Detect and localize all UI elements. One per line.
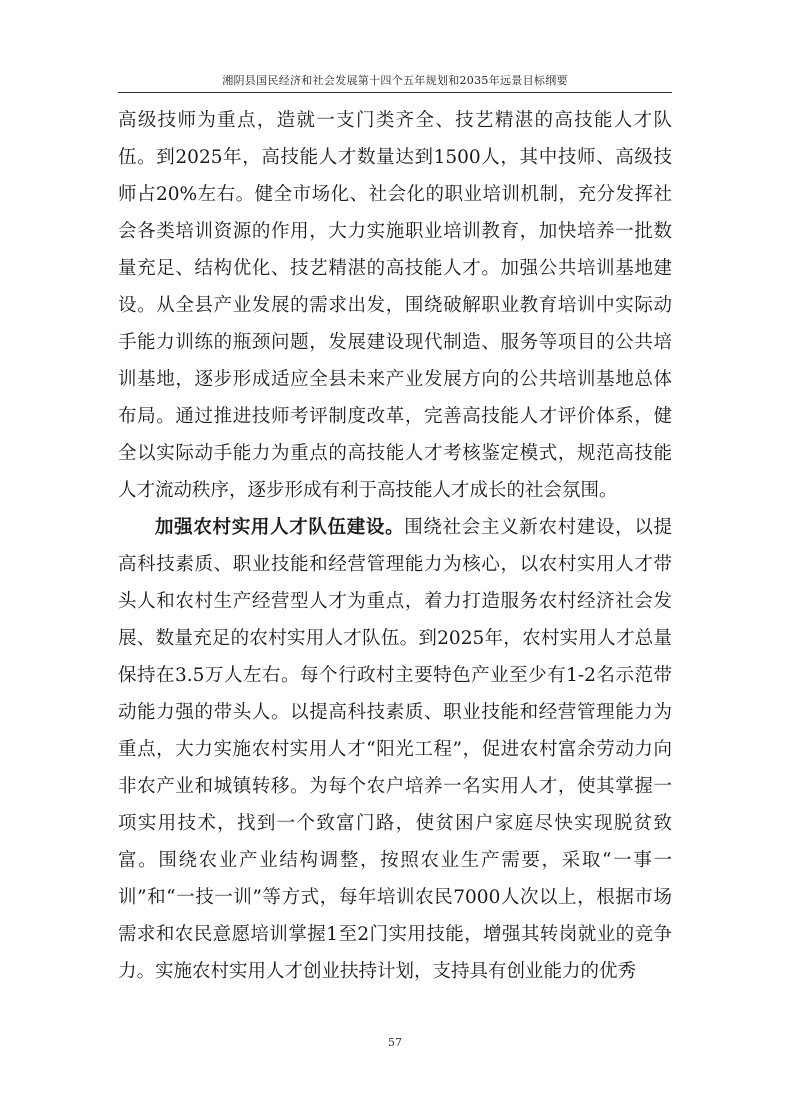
running-header: 湘阴县国民经济和社会发展第十四个五年规划和2035年远景目标纲要 (118, 72, 672, 93)
paragraph-heading: 加强农村实用人才队伍建设。 (155, 517, 405, 538)
paragraph-text: 高级技师为重点，造就一支门类齐全、技艺精湛的高技能人才队伍。到2025年，高技能人才数量达到1500人，其中技师、高级技师占20%左右。健全市场化、社会化的职业培训机制，充分发挥社会各类培训资源的作用，大力实施职业培训教育，加快培养一批数量充足、结构优化、技艺精湛的高技能人才。加强公共培训基地建设。从全县产业发展的需求出发，围绕破解职业教育培训中实际动手能力训练的瓶颈问题，发展建设现代制造、服务等项目的公共培训基地，逐步形成适应全县未来产业发展方向的公共培训基地总体布局。通过推进技师考评制度改革，完善高技能人才评价体系，健全以实际动手能力为重点的高技能人才考核鉴定模式，规范高技能人才流动秩序，逐步形成有利于高技能人才成长的社会氛围。 (118, 110, 672, 501)
paragraph-continued (118, 102, 672, 509)
paragraph-text: 围绕社会主义新农村建设，以提高科技素质、职业技能和经营管理能力为核心，以农村实用人才带头人和农村生产经营型人才为重点，着力打造服务农村经济社会发展、数量充足的农村实用人才队伍。到2025年，农村实用人才总量保持在3.5万人左右。每个行政村主要特色产业至少有1-2名示范带动能力强的带头人。以提高科技素质、职业技能和经营管理能力为重点，大力实施农村实用人才“阳光工程”，促进农村富余劳动力向非农产业和城镇转移。为每个农户培养一名实用人才，使其掌握一项实用技术，找到一个致富门路，使贫困户家庭尽快实现脱贫致富。围绕农业产业结构调整，按照农业生产需要，采取“一事一训”和“一技一训”等方式，每年培训农民7000人次以上，根据市场需求和农民意愿培训掌握1至2门实用技能，增强其转岗就业的竞争力。实施农村实用人才创业扶持计划，支持具有创业能力的优秀 (118, 517, 672, 982)
paragraph-rural-talent (118, 509, 672, 990)
document-body (118, 102, 672, 990)
page-number: 57 (388, 1036, 402, 1049)
